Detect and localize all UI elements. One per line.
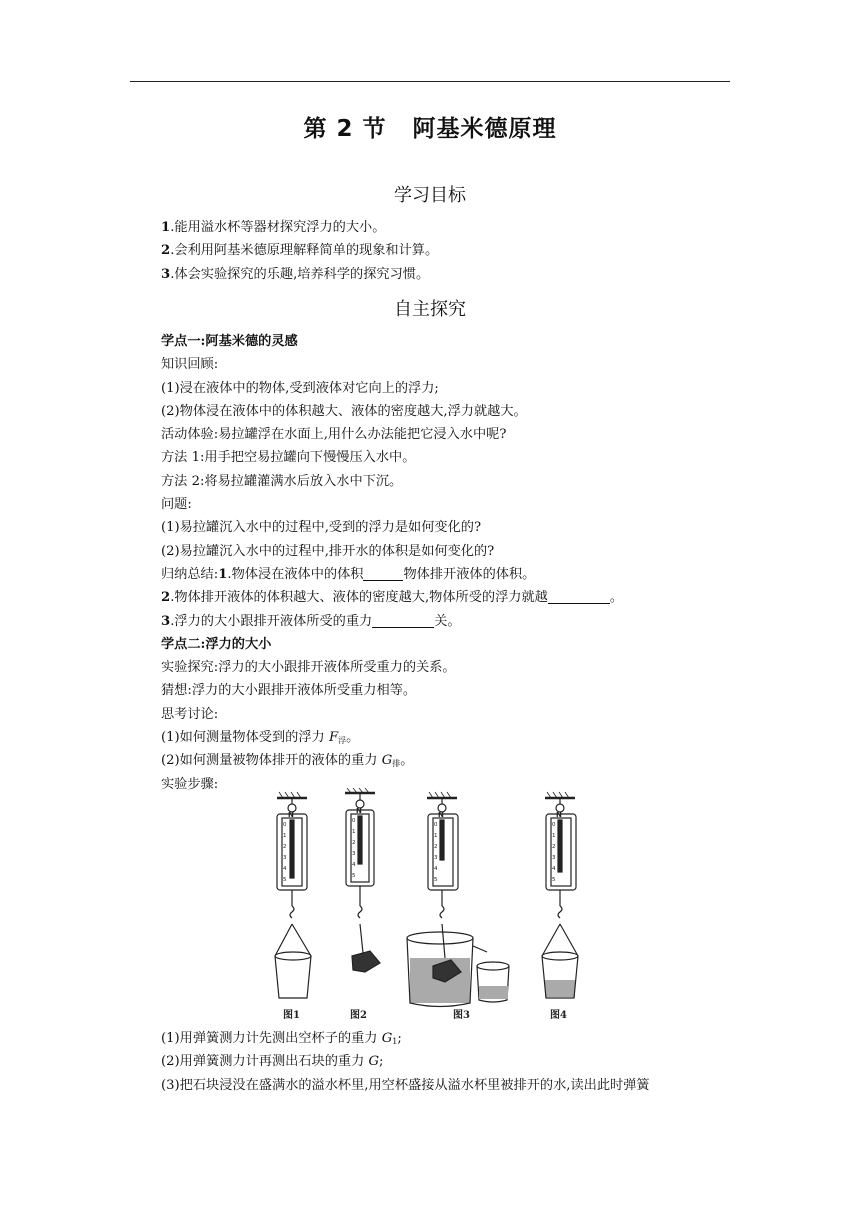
review-item: (1)浸在液体中的物体,受到液体对它向上的浮力; <box>161 380 439 396</box>
goals-list <box>161 216 731 286</box>
answer-blank[interactable] <box>548 589 610 604</box>
scale-tick: 2 <box>283 844 287 850</box>
discuss-label: 思考讨论: <box>161 706 219 722</box>
scale-tick: 2 <box>352 840 356 846</box>
review-label: 知识回顾: <box>161 357 219 373</box>
spring-scale-3 <box>407 792 509 1007</box>
discuss-item: (1)如何测量物体受到的浮力 $F_浮$。 <box>161 730 360 746</box>
goal-item: 1.能用溢水杯等器材探究浮力的大小。 <box>161 220 386 235</box>
scale-tick: 2 <box>434 844 438 850</box>
step-item: (2)用弹簧测力计再测出石块的重力 G; <box>161 1054 384 1070</box>
scale-tick: 4 <box>434 866 438 872</box>
steps-body <box>161 1027 731 1097</box>
explore-body <box>161 330 731 796</box>
scale-tick: 4 <box>283 866 287 872</box>
scale-tick: 5 <box>352 873 356 879</box>
scale-tick: 0 <box>552 822 556 828</box>
summary-item: 归纳总结:1.物体浸在液体中的体积 物体排开液体的体积。 <box>161 566 536 582</box>
answer-blank[interactable] <box>363 566 403 581</box>
steps-label: 实验步骤: <box>161 776 219 792</box>
figure-label: 图4 <box>550 1010 567 1021</box>
scale-tick: 5 <box>434 877 438 883</box>
activity-text: 活动体验:易拉罐浮在水面上,用什么办法能把它浸入水中呢? <box>161 427 507 443</box>
method-item: 方法 2:将易拉罐灌满水后放入水中下沉。 <box>161 473 403 489</box>
method-item: 方法 1:用手把空易拉罐向下慢慢压入水中。 <box>161 450 416 466</box>
experiment-text: 实验探究:浮力的大小跟排开液体所受重力的关系。 <box>161 660 456 676</box>
figure-label: 图2 <box>350 1010 367 1021</box>
section-number: 第 2 节 <box>303 116 387 142</box>
scale-tick: 1 <box>434 833 438 839</box>
step-item: (1)用弹簧测力计先测出空杯子的重力 $G_1$; <box>161 1031 402 1046</box>
question-item: (2)易拉罐沉入水中的过程中,排开水的体积是如何变化的? <box>161 543 495 559</box>
scale-tick: 1 <box>352 829 356 835</box>
scale-tick: 5 <box>283 877 287 883</box>
page-title <box>0 110 860 143</box>
goal-item: 3.体会实验探究的乐趣,培养科学的探究习惯。 <box>161 266 430 282</box>
scale-tick: 1 <box>552 833 556 839</box>
discuss-item: (2)如何测量被物体排开的液体的重力 $G_排$。 <box>161 753 414 769</box>
scale-tick: 5 <box>552 877 556 883</box>
spring-scale-2 <box>345 788 380 972</box>
scale-tick: 3 <box>434 855 438 861</box>
guess-text: 猜想:浮力的大小跟排开液体所受重力相等。 <box>161 683 417 699</box>
question-item: (1)易拉罐沉入水中的过程中,受到的浮力是如何变化的? <box>161 520 482 536</box>
answer-blank[interactable] <box>372 613 434 628</box>
goals-heading: 学习目标 <box>394 185 466 206</box>
scale-tick: 0 <box>352 818 356 824</box>
experiment-illustration <box>255 788 605 1028</box>
spring-scale-1 <box>275 792 311 998</box>
figure-label: 图3 <box>453 1010 470 1021</box>
scale-letter: N <box>288 811 294 819</box>
goal-item: 2.会利用阿基米德原理解释简单的现象和计算。 <box>161 243 439 259</box>
scale-tick: 0 <box>283 822 287 828</box>
summary-item: 2.物体排开液体的体积越大、液体的密度越大,物体所受的浮力就越 。 <box>161 590 624 606</box>
scale-tick: 4 <box>552 866 556 872</box>
top-rule <box>130 81 730 82</box>
scale-tick: 2 <box>552 844 556 850</box>
experiment-figure <box>255 788 605 1028</box>
question-label: 问题: <box>161 497 192 513</box>
scale-letter: N <box>556 811 562 819</box>
scale-tick: 0 <box>434 822 438 828</box>
point1-heading: 学点一:阿基米德的灵感 <box>161 334 298 349</box>
scale-letter: N <box>438 811 444 819</box>
explore-heading: 自主探究 <box>394 299 466 320</box>
summary-item: 3.浮力的大小跟排开液体所受的重力 关。 <box>161 613 461 629</box>
review-item: (2)物体浸在液体中的体积越大、液体的密度越大,浮力就越大。 <box>161 403 527 419</box>
figure-label: 图1 <box>283 1010 300 1021</box>
step-item: (3)把石块浸没在盛满水的溢水杯里,用空杯盛接从溢水杯里被排开的水,读出此时弹簧 <box>161 1077 650 1093</box>
spring-scale-4 <box>542 792 578 998</box>
scale-tick: 4 <box>352 862 356 868</box>
scale-tick: 3 <box>283 855 287 861</box>
point2-heading: 学点二:浮力的大小 <box>161 636 272 652</box>
scale-tick: 3 <box>352 851 356 857</box>
scale-tick: 1 <box>283 833 287 839</box>
scale-tick: 3 <box>552 855 556 861</box>
section-title: 阿基米德原理 <box>412 116 557 142</box>
scale-letter: N <box>356 807 362 815</box>
